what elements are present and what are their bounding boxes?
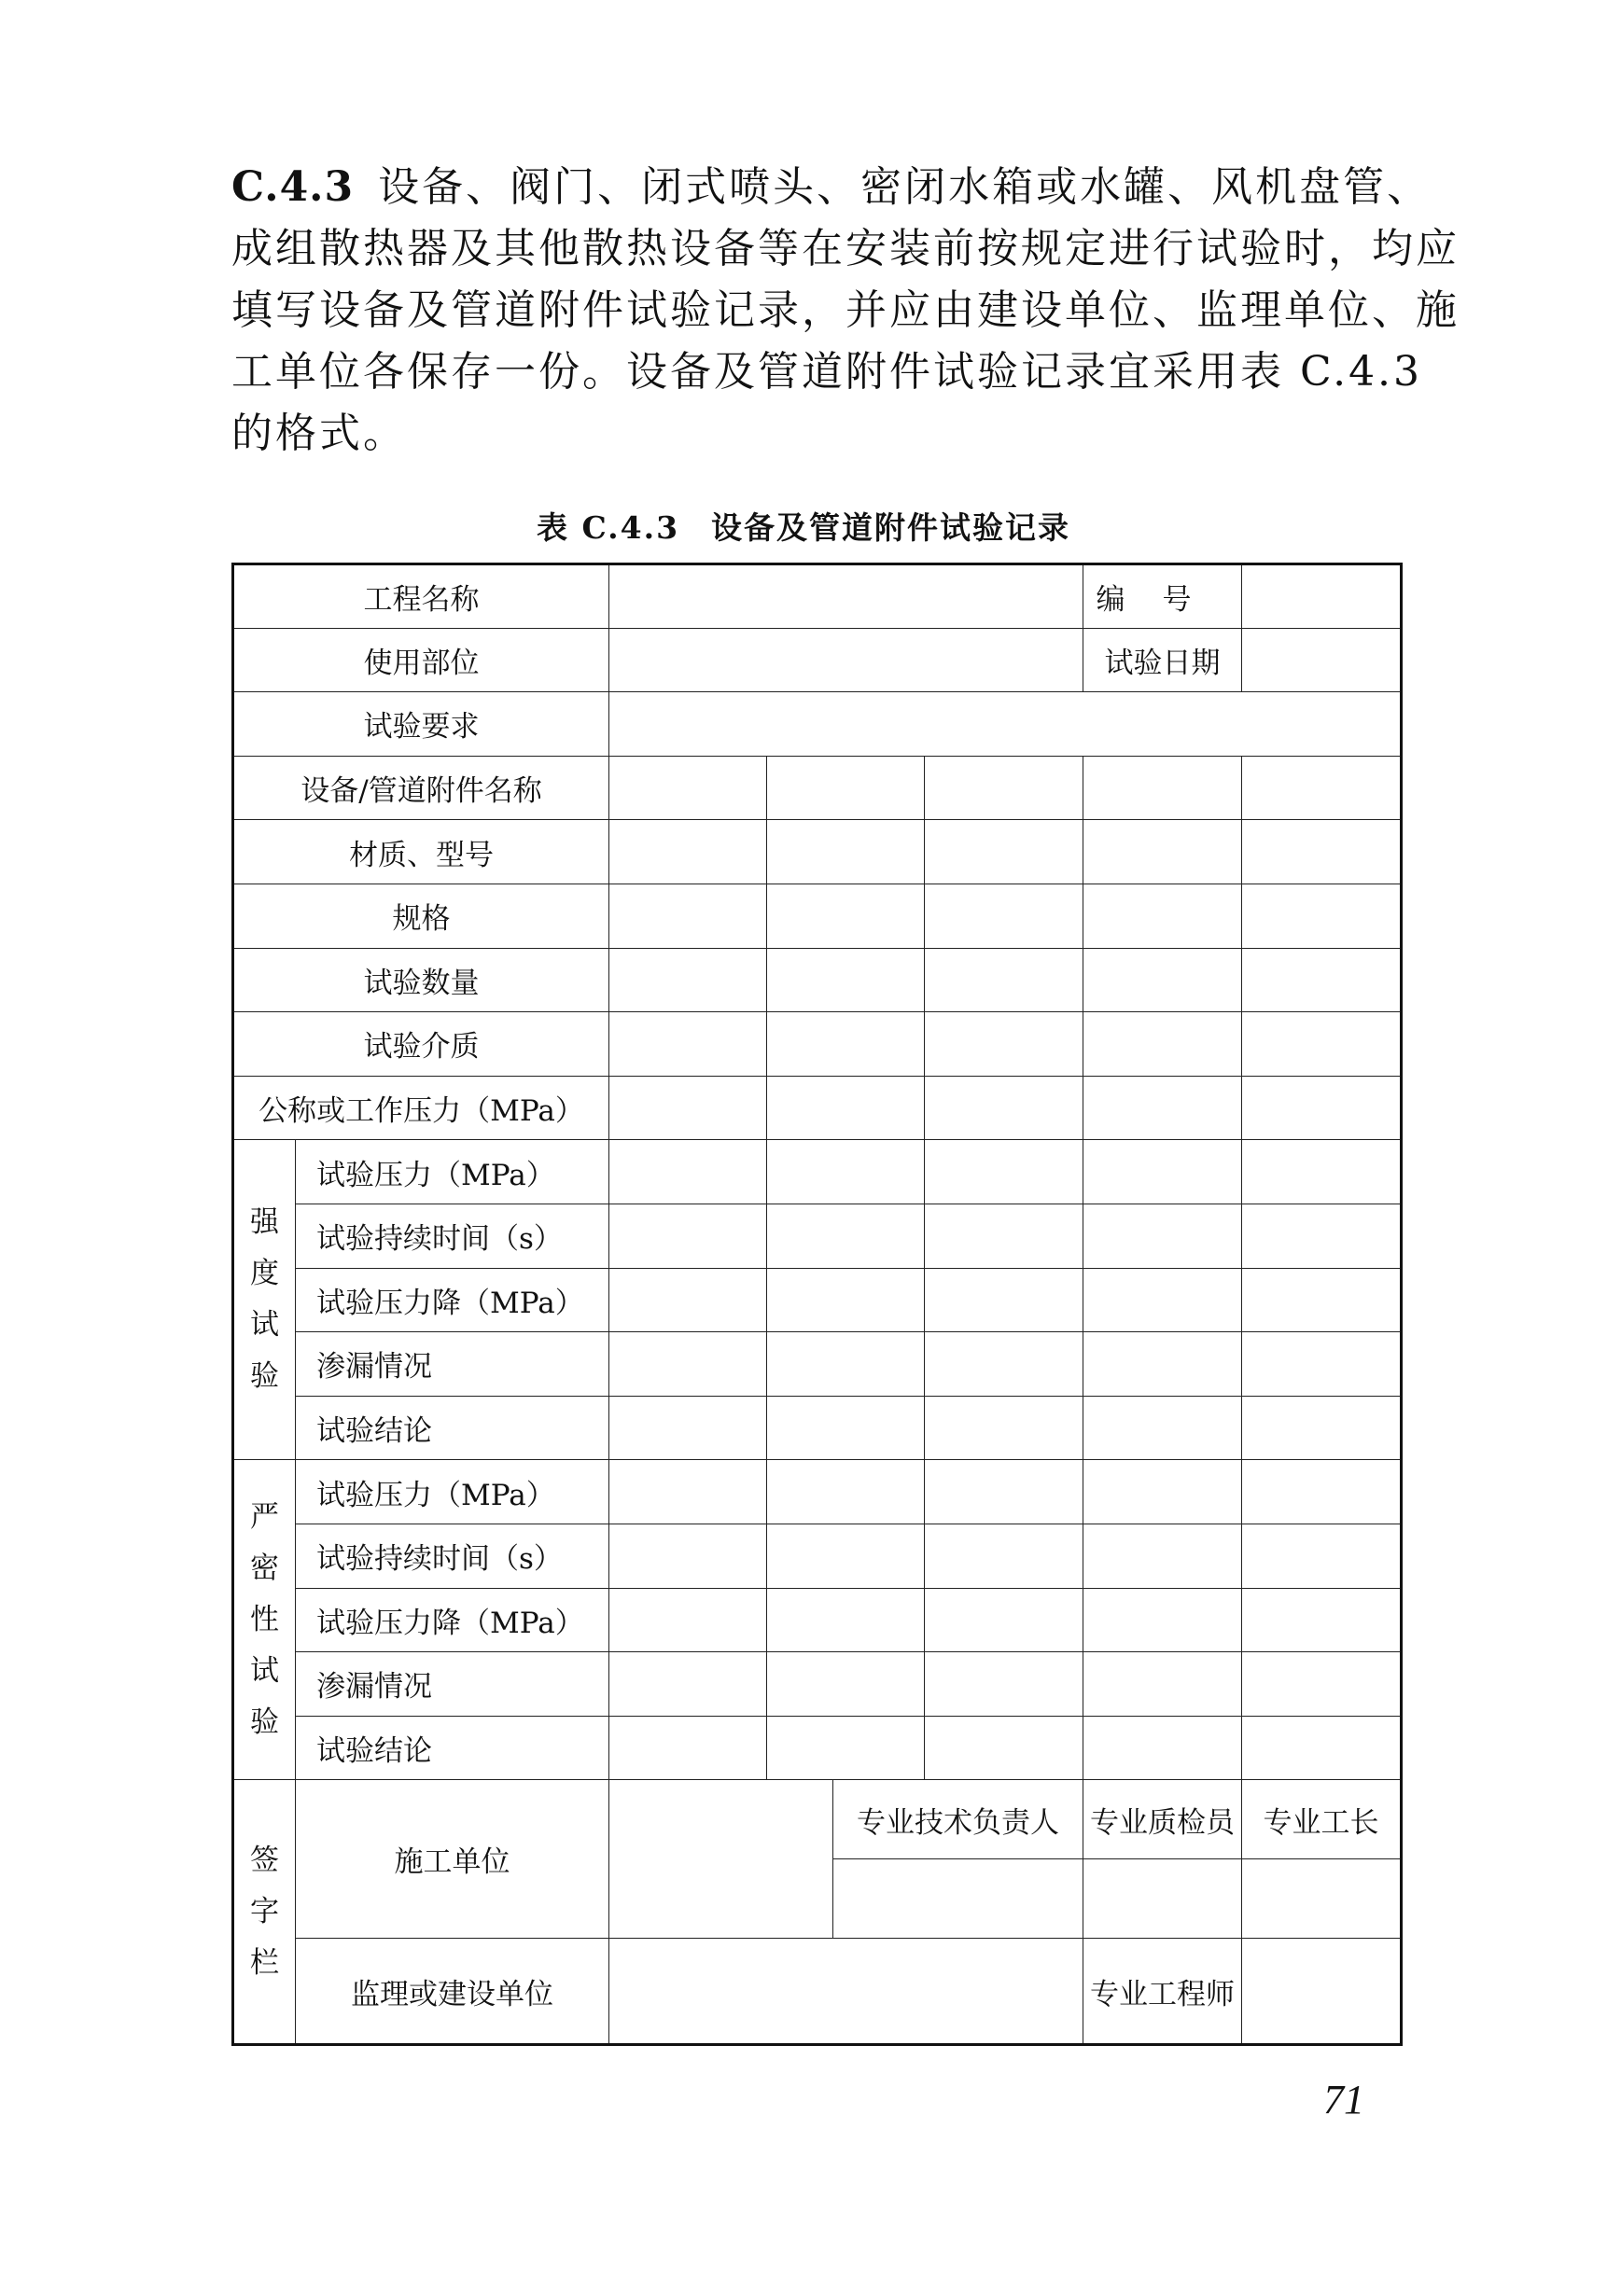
label-use-location: 使用部位 [233, 628, 609, 692]
row-specification [233, 884, 1402, 948]
page-number: 71 [1323, 2077, 1364, 2122]
cell[interactable] [1242, 1716, 1402, 1780]
label-nominal-pressure: 公称或工作压力（MPa） [233, 1076, 609, 1140]
cell[interactable] [767, 1268, 925, 1332]
cell[interactable] [925, 1588, 1083, 1652]
row-nominal-pressure [233, 1076, 1402, 1140]
label-strength-test: 强度试验 [233, 1140, 296, 1460]
row-item-name [233, 756, 1402, 820]
row-tightness-conclusion [233, 1716, 1402, 1780]
label-technical-lead: 专业技术负责人 [833, 1780, 1083, 1859]
cell[interactable] [1242, 1652, 1402, 1717]
field-supervision-unit[interactable] [609, 1939, 1083, 2045]
field-test-date[interactable] [1242, 628, 1402, 692]
cell[interactable] [1242, 820, 1402, 884]
cell[interactable] [767, 1332, 925, 1397]
cell[interactable] [1083, 1716, 1242, 1780]
cell[interactable] [609, 1332, 767, 1397]
cell[interactable] [925, 1716, 1083, 1780]
cell[interactable] [767, 1524, 925, 1588]
cell[interactable] [1083, 820, 1242, 884]
label-specification: 规格 [233, 884, 609, 948]
row-tightness-duration [233, 1524, 1402, 1588]
cell[interactable] [1083, 1076, 1242, 1140]
cell[interactable] [1242, 884, 1402, 948]
cell[interactable] [925, 1524, 1083, 1588]
label-construction-unit: 施工单位 [296, 1780, 609, 1939]
label-project-name: 工程名称 [233, 564, 609, 629]
cell[interactable] [1083, 1396, 1242, 1460]
cell[interactable] [1242, 1332, 1402, 1397]
cell[interactable] [1242, 948, 1402, 1012]
label-strength-row: 试验压力降（MPa） [296, 1268, 609, 1332]
cell[interactable] [767, 1460, 925, 1524]
cell[interactable] [767, 1396, 925, 1460]
cell[interactable] [1083, 1332, 1242, 1397]
field-quality-inspector[interactable] [1083, 1859, 1242, 1939]
cell[interactable] [1083, 1012, 1242, 1077]
cell[interactable] [1242, 1524, 1402, 1588]
row-tightness-leakage [233, 1652, 1402, 1717]
field-technical-lead[interactable] [833, 1859, 1083, 1939]
cell[interactable] [609, 1204, 767, 1268]
label-tightness-row: 试验压力降（MPa） [296, 1588, 609, 1652]
label-test-medium: 试验介质 [233, 1012, 609, 1077]
cell[interactable] [609, 1140, 767, 1204]
label-tightness-row: 渗漏情况 [296, 1652, 609, 1717]
paragraph-line-3: 填写设备及管道附件试验记录，并应由建设单位、监理单位、施 [231, 286, 1460, 334]
paragraph-line-5: 的格式。 [231, 410, 407, 457]
row-strength-pressure [233, 1140, 1402, 1204]
label-tightness-row: 试验压力（MPa） [296, 1460, 609, 1524]
cell[interactable] [609, 1588, 767, 1652]
field-engineer[interactable] [1242, 1939, 1402, 2045]
cell[interactable] [1242, 1588, 1402, 1652]
cell[interactable] [1083, 1140, 1242, 1204]
cell[interactable] [767, 1652, 925, 1717]
cell[interactable] [609, 1396, 767, 1460]
cell[interactable] [925, 1396, 1083, 1460]
table-number: 表 C.4.3 [536, 509, 680, 546]
label-strength-row: 试验结论 [296, 1396, 609, 1460]
cell[interactable] [1242, 756, 1402, 820]
cell[interactable] [609, 884, 767, 948]
field-test-requirement[interactable] [609, 692, 1402, 757]
cell[interactable] [609, 820, 767, 884]
test-record-form [231, 563, 1403, 2046]
field-use-location[interactable] [609, 628, 1083, 692]
paragraph-line-2: 成组散热器及其他散热设备等在安装前按规定进行试验时，均应 [231, 225, 1460, 272]
table-caption [0, 504, 1607, 548]
row-strength-conclusion [233, 1396, 1402, 1460]
cell[interactable] [925, 948, 1083, 1012]
label-tightness-row: 试验结论 [296, 1716, 609, 1780]
cell[interactable] [767, 756, 925, 820]
cell[interactable] [1083, 1460, 1242, 1524]
label-engineer: 专业工程师 [1083, 1939, 1242, 2045]
row-strength-duration [233, 1204, 1402, 1268]
cell[interactable] [925, 1652, 1083, 1717]
cell[interactable] [767, 1204, 925, 1268]
cell[interactable] [1083, 1652, 1242, 1717]
cell[interactable] [609, 1076, 767, 1140]
section-number: C.4.3 [231, 163, 355, 211]
cell[interactable] [609, 1716, 767, 1780]
cell[interactable] [1242, 1012, 1402, 1077]
cell[interactable] [1083, 1588, 1242, 1652]
cell[interactable] [925, 1140, 1083, 1204]
row-test-medium [233, 1012, 1402, 1077]
label-test-requirement: 试验要求 [233, 692, 609, 757]
cell[interactable] [1083, 1204, 1242, 1268]
cell[interactable] [925, 1268, 1083, 1332]
cell[interactable] [767, 884, 925, 948]
label-test-quantity: 试验数量 [233, 948, 609, 1012]
cell[interactable] [925, 756, 1083, 820]
cell[interactable] [1242, 1076, 1402, 1140]
row-signature-header [233, 1780, 1402, 1859]
field-serial-no[interactable] [1242, 564, 1402, 629]
cell[interactable] [925, 820, 1083, 884]
row-tightness-drop [233, 1588, 1402, 1652]
cell[interactable] [1083, 948, 1242, 1012]
cell[interactable] [767, 1012, 925, 1077]
row-material-model [233, 820, 1402, 884]
cell[interactable] [609, 948, 767, 1012]
cell[interactable] [767, 948, 925, 1012]
row-strength-leakage [233, 1332, 1402, 1397]
cell[interactable] [609, 756, 767, 820]
label-material-model: 材质、型号 [233, 820, 609, 884]
label-strength-row: 试验压力（MPa） [296, 1140, 609, 1204]
label-item-name: 设备/管道附件名称 [233, 756, 609, 820]
label-tightness-row: 试验持续时间（s） [296, 1524, 609, 1588]
cell[interactable] [767, 1716, 925, 1780]
table-title: 设备及管道附件试验记录 [711, 509, 1071, 546]
cell[interactable] [1242, 1204, 1402, 1268]
label-signature: 签字栏 [233, 1780, 296, 2045]
cell[interactable] [609, 1268, 767, 1332]
label-serial-no: 编号 [1083, 564, 1242, 629]
label-strength-row: 试验持续时间（s） [296, 1204, 609, 1268]
cell[interactable] [609, 1652, 767, 1717]
label-quality-inspector: 专业质检员 [1083, 1780, 1242, 1859]
cell[interactable] [767, 1588, 925, 1652]
row-tightness-pressure [233, 1460, 1402, 1524]
cell[interactable] [925, 1076, 1083, 1140]
label-foreman: 专业工长 [1242, 1780, 1402, 1859]
row-supervision [233, 1939, 1402, 2045]
cell[interactable] [609, 1524, 767, 1588]
row-project-name [233, 564, 1402, 629]
cell[interactable] [609, 1012, 767, 1077]
cell[interactable] [1083, 1524, 1242, 1588]
label-test-date: 试验日期 [1083, 628, 1242, 692]
field-foreman[interactable] [1242, 1859, 1402, 1939]
cell[interactable] [925, 884, 1083, 948]
cell[interactable] [1242, 1140, 1402, 1204]
cell[interactable] [925, 1012, 1083, 1077]
row-strength-drop [233, 1268, 1402, 1332]
label-tightness-test: 严密性试验 [233, 1460, 296, 1780]
cell[interactable] [1083, 756, 1242, 820]
paragraph-line-1: C.4.3 设备、阀门、闭式喷头、密闭水箱或水罐、风机盘管、 [231, 163, 1432, 211]
cell[interactable] [609, 1460, 767, 1524]
row-test-requirement [233, 692, 1402, 757]
cell[interactable] [925, 1204, 1083, 1268]
intro-paragraph [231, 157, 1460, 465]
cell[interactable] [925, 1460, 1083, 1524]
cell[interactable] [1242, 1396, 1402, 1460]
cell[interactable] [1083, 884, 1242, 948]
label-supervision-unit: 监理或建设单位 [296, 1939, 609, 2045]
row-use-location [233, 628, 1402, 692]
cell[interactable] [767, 1140, 925, 1204]
cell[interactable] [1242, 1268, 1402, 1332]
cell[interactable] [767, 1076, 925, 1140]
paragraph-line-4: 工单位各保存一份。设备及管道附件试验记录宜采用表 C.4.3 [231, 348, 1423, 396]
field-construction-unit[interactable] [609, 1780, 833, 1939]
cell[interactable] [1242, 1460, 1402, 1524]
cell[interactable] [767, 820, 925, 884]
cell[interactable] [1083, 1268, 1242, 1332]
label-strength-row: 渗漏情况 [296, 1332, 609, 1397]
cell[interactable] [925, 1332, 1083, 1397]
field-project-name[interactable] [609, 564, 1083, 629]
row-test-quantity [233, 948, 1402, 1012]
